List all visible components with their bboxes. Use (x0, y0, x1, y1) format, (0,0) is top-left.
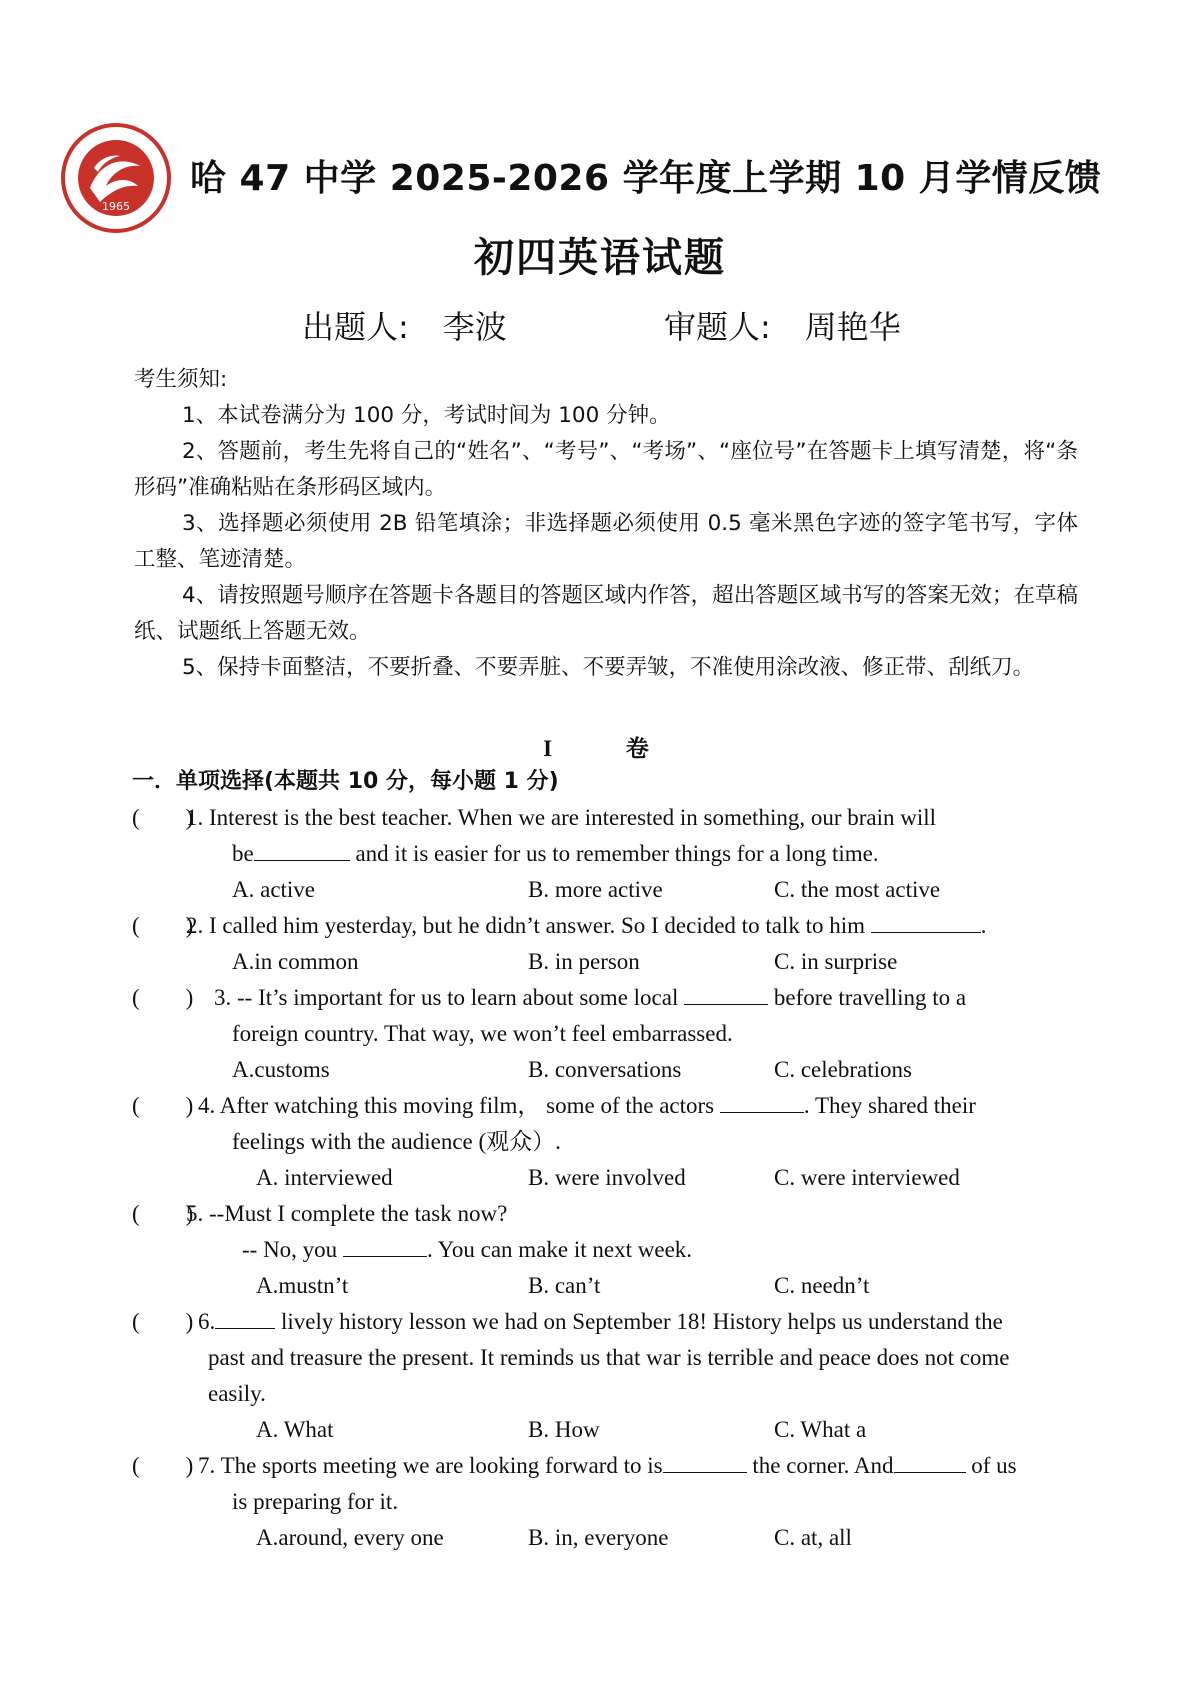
notice-item: 2、答题前，考生先将自己的“姓名”、“考号”、“考场”、“座位号”在答题卡上填写清楚，将“条形码”准确粘贴在条形码区域内。 (134, 439, 1078, 500)
question-1 (132, 800, 1078, 872)
logo-year: 1965 (102, 200, 130, 213)
answer-bracket[interactable]: ( ) (132, 805, 194, 830)
setter-name: 李波 (442, 308, 507, 346)
notice-item: 3、选择题必须使用 2B 铅笔填涂；非选择题必须使用 0.5 毫米黑色字迹的签字笔书写，字体工整、笔迹清楚。 (134, 511, 1078, 572)
answer-bracket[interactable]: ( ) (132, 1453, 194, 1478)
question-5 (132, 1196, 1078, 1268)
option-a[interactable]: A. What (256, 1417, 334, 1442)
option-a[interactable]: A.in common (232, 949, 359, 974)
notice-item: 1、本试卷满分为 100 分，考试时间为 100 分钟。 (182, 403, 671, 428)
answer-blank[interactable] (215, 1306, 275, 1329)
question-text: be (232, 841, 254, 866)
question-text: past and treasure the present. It reminds us that war is terrible and peace does not come (208, 1345, 1010, 1370)
answer-blank[interactable] (343, 1234, 427, 1257)
option-c[interactable]: C. needn’t (774, 1273, 870, 1298)
question-text: -- No, you (242, 1237, 338, 1262)
option-a[interactable]: A.around, every one (256, 1525, 444, 1550)
part-heading: 一．单项选择(本题共 10 分，每小题 1 分) (132, 769, 559, 794)
setter-label: 出题人: (302, 308, 409, 346)
answer-bracket[interactable]: ( ) (132, 1201, 194, 1226)
question-text: foreign country. That way, we won’t feel embarrassed. (232, 1021, 733, 1046)
question-text: is preparing for it. (232, 1489, 399, 1514)
question-4 (132, 1088, 1078, 1160)
question-text: 3. -- It’s important for us to learn about some local (214, 985, 679, 1010)
option-a[interactable]: A.customs (232, 1057, 330, 1082)
section-label: I 卷 (543, 736, 683, 761)
exam-notice (134, 362, 1078, 686)
exam-subtitle: 初四英语试题 (474, 235, 726, 281)
option-a[interactable]: A. interviewed (256, 1165, 393, 1190)
option-b[interactable]: B. in, everyone (528, 1525, 669, 1550)
question-text: easily. (208, 1381, 266, 1406)
option-c[interactable]: C. celebrations (774, 1057, 912, 1082)
question-text: before travelling to a (773, 985, 967, 1010)
question-text: of us (971, 1453, 1017, 1478)
option-c[interactable]: C. were interviewed (774, 1165, 960, 1190)
question-text: . (980, 913, 987, 938)
option-c[interactable]: C. the most active (774, 877, 941, 902)
notice-item: 4、请按照题号顺序在答题卡各题目的答题区域内作答，超出答题区域书写的答案无效；在草稿纸、试题纸上答题无效。 (134, 583, 1078, 644)
answer-blank[interactable] (684, 982, 768, 1005)
reviewer (664, 302, 901, 348)
answer-blank[interactable] (871, 910, 981, 933)
answer-bracket[interactable]: ( ) (132, 913, 194, 938)
question-text: 7. The sports meeting we are looking forward to is (198, 1453, 663, 1478)
question-text: feelings with the audience (观众）. (232, 1129, 561, 1154)
option-a[interactable]: A.mustn’t (256, 1273, 349, 1298)
answer-blank[interactable] (254, 838, 350, 861)
question-7 (132, 1448, 1078, 1520)
answer-blank[interactable] (894, 1450, 966, 1473)
question-text: 2. I called him yesterday, but he didn’t answer. So I decided to talk to him (186, 913, 865, 938)
question-text: . You can make it next week. (426, 1237, 693, 1262)
notice-item: 5、保持卡面整洁，不要折叠、不要弄脏、不要弄皱，不准使用涂改液、修正带、刮纸刀。 (182, 655, 1035, 680)
question-text: . They shared their (803, 1093, 976, 1118)
question-2 (132, 908, 1078, 944)
reviewer-name: 周艳华 (804, 308, 901, 346)
setter (302, 302, 507, 348)
school-logo (60, 122, 172, 234)
answer-bracket[interactable]: ( ) (132, 1309, 194, 1334)
question-text: the corner. And (752, 1453, 894, 1478)
option-a[interactable]: A. active (232, 877, 316, 902)
question-text: lively history lesson we had on September 18! History helps us understand the (281, 1309, 1003, 1334)
notice-heading: 考生须知: (134, 367, 228, 392)
question-3 (132, 980, 1078, 1052)
answer-bracket[interactable]: ( ) (132, 1093, 194, 1118)
question-6 (132, 1304, 1078, 1412)
question-text: 4. After watching this moving film， some of the actors (198, 1093, 715, 1118)
reviewer-label: 审题人: (664, 308, 771, 346)
option-b[interactable]: B. were involved (528, 1165, 686, 1190)
option-b[interactable]: B. can’t (528, 1273, 601, 1298)
answer-bracket[interactable]: ( ) (132, 985, 194, 1010)
question-text: 6. (198, 1309, 216, 1334)
option-b[interactable]: B. How (528, 1417, 600, 1442)
question-text: 1. Interest is the best teacher. When we are interested in something, our brain will (186, 805, 937, 830)
option-b[interactable]: B. in person (528, 949, 640, 974)
option-c[interactable]: C. at, all (774, 1525, 852, 1550)
exam-title: 哈 47 中学 2025-2026 学年度上学期 10 月学情反馈 (190, 158, 1102, 199)
answer-blank[interactable] (663, 1450, 747, 1473)
option-c[interactable]: C. What a (774, 1417, 867, 1442)
question-text: and it is easier for us to remember things for a long time. (355, 841, 879, 866)
answer-blank[interactable] (720, 1090, 804, 1113)
option-c[interactable]: C. in surprise (774, 949, 898, 974)
option-b[interactable]: B. conversations (528, 1057, 682, 1082)
option-b[interactable]: B. more active (528, 877, 663, 902)
question-text: 5. --Must I complete the task now? (186, 1201, 508, 1226)
